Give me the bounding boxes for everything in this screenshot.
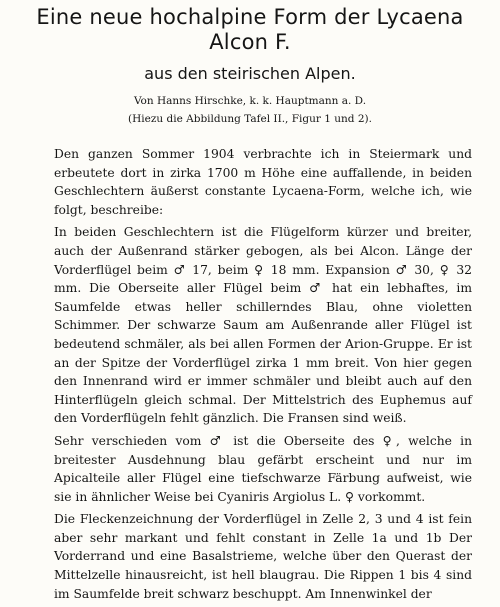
paragraph-1: Den ganzen Sommer 1904 verbrachte ich in Steiermark und erbeutete dort in zirka 1700 m Höhe eine auffallende, in beiden Geschlechtern äußerst constante Lycaena-Form, welche ich, wie folgt, beschreibe: xyxy=(54,147,472,217)
paragraph-2: In beiden Geschlechtern ist die Flügelform kürzer und breiter, auch der Außenrand stärker gebogen, als bei Alcon. Länge der Vorderflügel beim ♂ 17, beim ♀ 18 mm. Expansion ♂ 30, ♀ 32 mm. Die Oberseite aller Flügel beim ♂ hat ein lebhaftes, im Saumfelde etwas heller schillerndes Blau, ohne violetten Schimmer. Der schwarze Saum am Außenrande aller Flügel ist bedeutend schmäler, als bei allen Formen der Arion-Gruppe. Er ist an der Spitze der Vorderflügel zirka 1 mm breit. Von hier gegen den Innenrand wird er immer schmäler und bleibt auch auf den Hinterflügeln gleich schmal. Der Mittelstrich des Euphemus auf den Vorderflügeln fehlt gänzlich. Die Fransen sind weiß. xyxy=(54,225,472,426)
subtitle: aus den steirischen Alpen. xyxy=(144,64,356,83)
title-line-2: Alcon F. xyxy=(209,30,291,54)
figure-note: (Hiezu die Abbildung Tafel II., Figur 1 und 2). xyxy=(128,113,372,125)
paragraph-3: Sehr verschieden vom ♂ ist die Oberseite des ♀, welche in breitester Ausdehnung blau gefärbt erscheint und nur im Apicalteile aller Flügel eine tiefschwarze Färbung aufweist, wie sie in ähnlicher Weise bei Cyaniris Argiolus L. ♀ vorkommt. xyxy=(54,433,472,504)
author-byline: Von Hanns Hirschke, k. k. Hauptmann a. D. xyxy=(133,95,367,107)
body-text xyxy=(54,145,472,607)
paragraph-4: Die Fleckenzeichnung der Vorderflügel in Zelle 2, 3 und 4 ist fein aber sehr markant und fehlt constant in Zelle 1a und 1b Der Vorderrand und eine Basalstrieme, welche über den Querast der Mittelzelle hinausreicht, ist hell blaugrau. Die Rippen 1 bis 4 sind im Saumfelde breit schwarz beschuppt. Am Innenwinkel der xyxy=(54,512,472,601)
title-line-1: Eine neue hochalpine Form der Lycaena xyxy=(36,5,464,29)
